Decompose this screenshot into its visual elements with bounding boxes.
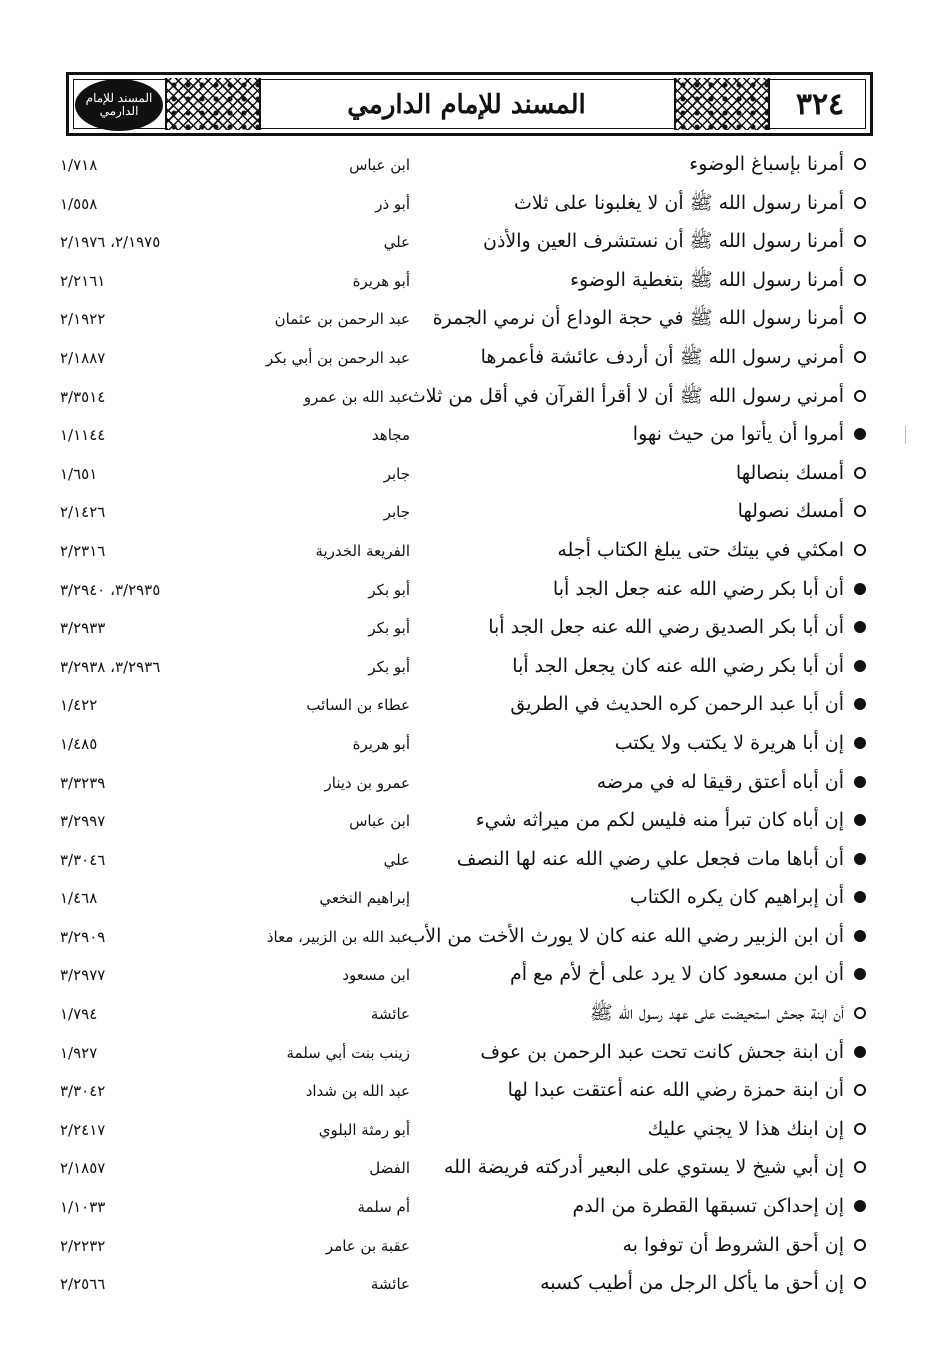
open-circle-icon [854, 1161, 866, 1173]
index-row [60, 262, 866, 301]
index-row [60, 416, 866, 455]
narrator: جابر [383, 464, 410, 483]
hadith-incipit: إن أباه كان تبرأ منه فليس لكم من ميراثه شيء [475, 809, 844, 832]
hadith-incipit: أمروا أن يأتوا من حيث نهوا [632, 423, 844, 446]
hadith-incipit: أن أبا بكر رضي الله عنه جعل الجد أبا [552, 577, 844, 600]
reference-number: ٢/٢١٦١ [60, 271, 106, 290]
index-row [60, 532, 866, 571]
reference-number: ٣/٣٥١٤ [60, 387, 106, 406]
index-row [60, 686, 866, 725]
filled-circle-icon [854, 891, 866, 903]
index-row [60, 339, 866, 378]
index-row [60, 879, 866, 918]
page-number: ٣٢٤ [795, 86, 845, 122]
hadith-incipit: أن ابن الزبير رضي الله عنه كان لا يورث الأخت من الأب [407, 924, 844, 947]
reference-number: ١/١٠٣٣ [60, 1198, 106, 1217]
open-circle-icon [854, 312, 866, 324]
narrator: ابن عباس [349, 156, 410, 174]
open-circle-icon [854, 1239, 866, 1251]
reference-number: ٣/٢٩٩٧ [60, 812, 106, 831]
hadith-incipit: إن أبا هريرة لا يكتب ولا يكتب [614, 731, 844, 754]
narrator: عبد الله بن عمرو [303, 387, 410, 406]
reference-number: ٣/٣٠٤٢ [60, 1082, 106, 1101]
reference-number: ٣/٢٩٣٣ [60, 619, 106, 638]
open-circle-icon [854, 467, 866, 479]
open-circle-icon [854, 1277, 866, 1289]
filled-circle-icon [854, 968, 866, 980]
index-row [60, 609, 866, 648]
hadith-incipit: أن ابنة جحش استحيضت على عهد رسول الله ﷺ [589, 1002, 844, 1025]
narrator: جابر [383, 503, 410, 522]
reference-number: ١/٥٥٨ [60, 194, 98, 213]
index-row [60, 1034, 866, 1073]
index-row [60, 764, 866, 803]
narrator: عبد الرحمن بن عثمان [274, 310, 410, 329]
reference-number: ٢/٢٤١٧ [60, 1120, 106, 1139]
reference-number: ١/١١٤٤ [60, 426, 106, 445]
narrator: أبو ذر [375, 194, 410, 213]
hadith-incipit: أن أباه أعتق رقيقا له في مرضه [596, 770, 844, 793]
index-row [60, 455, 866, 494]
narrator: أبو بكر [368, 657, 410, 676]
reference-number: ١/٤٢٢ [60, 696, 98, 715]
reference-number: ١/٤٨٥ [60, 734, 98, 753]
hadith-incipit: أمرنا بإسباغ الوضوء [689, 153, 844, 175]
hadith-incipit: إن ابنك هذا لا يجني عليك [647, 1117, 844, 1140]
hadith-incipit: أمرنا رسول الله ﷺ أن نستشرف العين والأذن [483, 230, 844, 253]
narrator: ابن مسعود [342, 966, 410, 985]
hadith-incipit: إن إحداكن تسبقها القطرة من الدم [572, 1195, 844, 1218]
open-circle-icon [854, 158, 866, 170]
emblem-seal [75, 79, 163, 131]
index-row [60, 918, 866, 957]
narrator: زينب بنت أبي سلمة [286, 1043, 410, 1062]
index-row [60, 1149, 866, 1188]
reference-number: ٣/٢٩٧٧ [60, 966, 106, 985]
reference-number: ٢/٢٣١٦ [60, 541, 106, 560]
running-title: المسند للإمام الدارمي [347, 90, 586, 120]
reference-number: ٣/٣٢٣٩ [60, 773, 106, 792]
reference-number: ٢/٢٥٦٦ [60, 1275, 106, 1294]
open-circle-icon [854, 235, 866, 247]
hadith-incipit: أن أباها مات فجعل علي رضي الله عنه لها النصف [456, 847, 844, 870]
filled-circle-icon [854, 428, 866, 440]
open-circle-icon [854, 1084, 866, 1096]
open-circle-icon [854, 544, 866, 556]
open-circle-icon [854, 505, 866, 517]
reference-number: ٢/١٩٢٢ [60, 310, 106, 329]
narrator: الفريعة الخدرية [315, 541, 410, 560]
reference-number: ٣/٢٩٣٥، ٣/٢٩٤٠ [60, 580, 161, 599]
reference-number: ٣/٢٩٠٩ [60, 927, 106, 946]
open-circle-icon [854, 351, 866, 363]
narrator: عبد الله بن الزبير، معاذ [266, 927, 410, 946]
reference-number: ٣/٣٠٤٦ [60, 850, 106, 869]
narrator: أبو رمثة البلوي [318, 1120, 410, 1139]
narrator: أبو هريرة [352, 734, 410, 753]
index-row [60, 1188, 866, 1227]
filled-circle-icon [854, 1200, 866, 1212]
hadith-incipit: امكثي في بيتك حتى يبلغ الكتاب أجله [557, 538, 844, 561]
margin-mark [905, 426, 906, 444]
hadith-incipit: أن أبا بكر رضي الله عنه كان يجعل الجد أبا [512, 654, 844, 677]
narrator: علي [383, 233, 410, 252]
filled-circle-icon [854, 814, 866, 826]
index-row [60, 1111, 866, 1150]
hadith-incipit: أمسك نصولها [737, 500, 844, 523]
hadith-incipit: إن أبي شيخ لا يستوي على البعير أدركته فريضة الله [444, 1156, 844, 1179]
narrator: الفضل [369, 1159, 410, 1178]
narrator: عقبة بن عامر [325, 1236, 410, 1255]
narrator: عائشة [370, 1275, 410, 1294]
index-row [60, 648, 866, 687]
narrator: أبو بكر [368, 619, 410, 638]
reference-number: ٢/١٩٧٥، ٢/١٩٧٦ [60, 233, 161, 252]
index-row [60, 802, 866, 841]
hadith-incipit: أمرني رسول الله ﷺ أن لا أقرأ القرآن في أقل من ثلاث [407, 384, 844, 407]
narrator: أبو بكر [368, 580, 410, 599]
reference-number: ١/٩٢٧ [60, 1043, 98, 1062]
index-row [60, 146, 866, 185]
index-row [60, 1227, 866, 1266]
narrator: عطاء بن السائب [306, 696, 410, 715]
index-list [60, 146, 866, 1304]
open-circle-icon [854, 1007, 866, 1019]
narrator: أبو هريرة [352, 271, 410, 290]
hadith-incipit: أن إبراهيم كان يكره الكتاب [629, 886, 844, 909]
index-row [60, 223, 866, 262]
reference-number: ١/٧١٨ [60, 156, 98, 174]
reference-number: ١/٤٦٨ [60, 889, 98, 908]
filled-circle-icon [854, 776, 866, 788]
hadith-incipit: أمرنا رسول الله ﷺ في حجة الوداع أن نرمي الجمرة [432, 307, 844, 330]
hadith-incipit: أن أبا عبد الرحمن كره الحديث في الطريق [510, 693, 844, 716]
index-row [60, 571, 866, 610]
open-circle-icon [854, 1123, 866, 1135]
filled-circle-icon [854, 583, 866, 595]
index-row [60, 956, 866, 995]
reference-number: ٢/١٨٨٧ [60, 348, 106, 367]
narrator: عمرو بن دينار [324, 773, 410, 792]
filled-circle-icon [854, 1046, 866, 1058]
hadith-incipit: أن ابن مسعود كان لا يرد على أخ لأم مع أم [509, 963, 844, 986]
filled-circle-icon [854, 621, 866, 633]
emblem-text: المسند للإمام الدارمي [85, 91, 153, 118]
reference-number: ٢/١٨٥٧ [60, 1159, 106, 1178]
narrator: عبد الله بن شداد [305, 1082, 410, 1101]
narrator: عائشة [370, 1005, 410, 1024]
index-row [60, 995, 866, 1034]
hadith-incipit: أمسك بنصالها [735, 461, 844, 484]
hadith-incipit: أن ابنة جحش كانت تحت عبد الرحمن بن عوف [480, 1040, 844, 1063]
narrator: مجاهد [371, 426, 410, 445]
narrator: عبد الرحمن بن أبي بكر [266, 348, 410, 367]
index-row [60, 493, 866, 532]
hadith-incipit: أمرنا رسول الله ﷺ بتغطية الوضوء [570, 268, 844, 291]
reference-number: ١/٧٩٤ [60, 1005, 98, 1024]
hadith-incipit: أن أبا بكر الصديق رضي الله عنه جعل الجد أبا [488, 616, 844, 639]
reference-number: ٢/٢٢٣٢ [60, 1236, 106, 1255]
ornament-left [165, 78, 261, 130]
narrator: ابن عباس [349, 812, 410, 831]
filled-circle-icon [854, 698, 866, 710]
ornament-right [674, 78, 770, 130]
index-row [60, 185, 866, 224]
hadith-incipit: إن أحق ما يأكل الرجل من أطيب كسبه [540, 1272, 844, 1295]
index-row [60, 300, 866, 339]
narrator: أم سلمة [357, 1198, 410, 1217]
narrator: علي [383, 850, 410, 869]
open-circle-icon [854, 274, 866, 286]
index-row [60, 378, 866, 417]
open-circle-icon [854, 197, 866, 209]
hadith-incipit: أمرنا رسول الله ﷺ أن لا يغلبونا على ثلاث [514, 191, 844, 214]
reference-number: ١/٦٥١ [60, 464, 98, 483]
filled-circle-icon [854, 853, 866, 865]
index-row [60, 1072, 866, 1111]
filled-circle-icon [854, 930, 866, 942]
reference-number: ٢/١٤٢٦ [60, 503, 106, 522]
narrator: إبراهيم النخعي [319, 889, 410, 908]
reference-number: ٣/٢٩٣٦، ٣/٢٩٣٨ [60, 657, 161, 676]
index-row [60, 1265, 866, 1304]
filled-circle-icon [854, 737, 866, 749]
index-row [60, 841, 866, 880]
filled-circle-icon [854, 660, 866, 672]
hadith-incipit: أن ابنة حمزة رضي الله عنه أعتقت عبدا لها [507, 1079, 844, 1102]
open-circle-icon [854, 390, 866, 402]
page-header [66, 72, 873, 136]
hadith-incipit: إن أحق الشروط أن توفوا به [622, 1233, 844, 1256]
hadith-incipit: أمرني رسول الله ﷺ أن أردف عائشة فأعمرها [480, 345, 844, 368]
index-row [60, 725, 866, 764]
